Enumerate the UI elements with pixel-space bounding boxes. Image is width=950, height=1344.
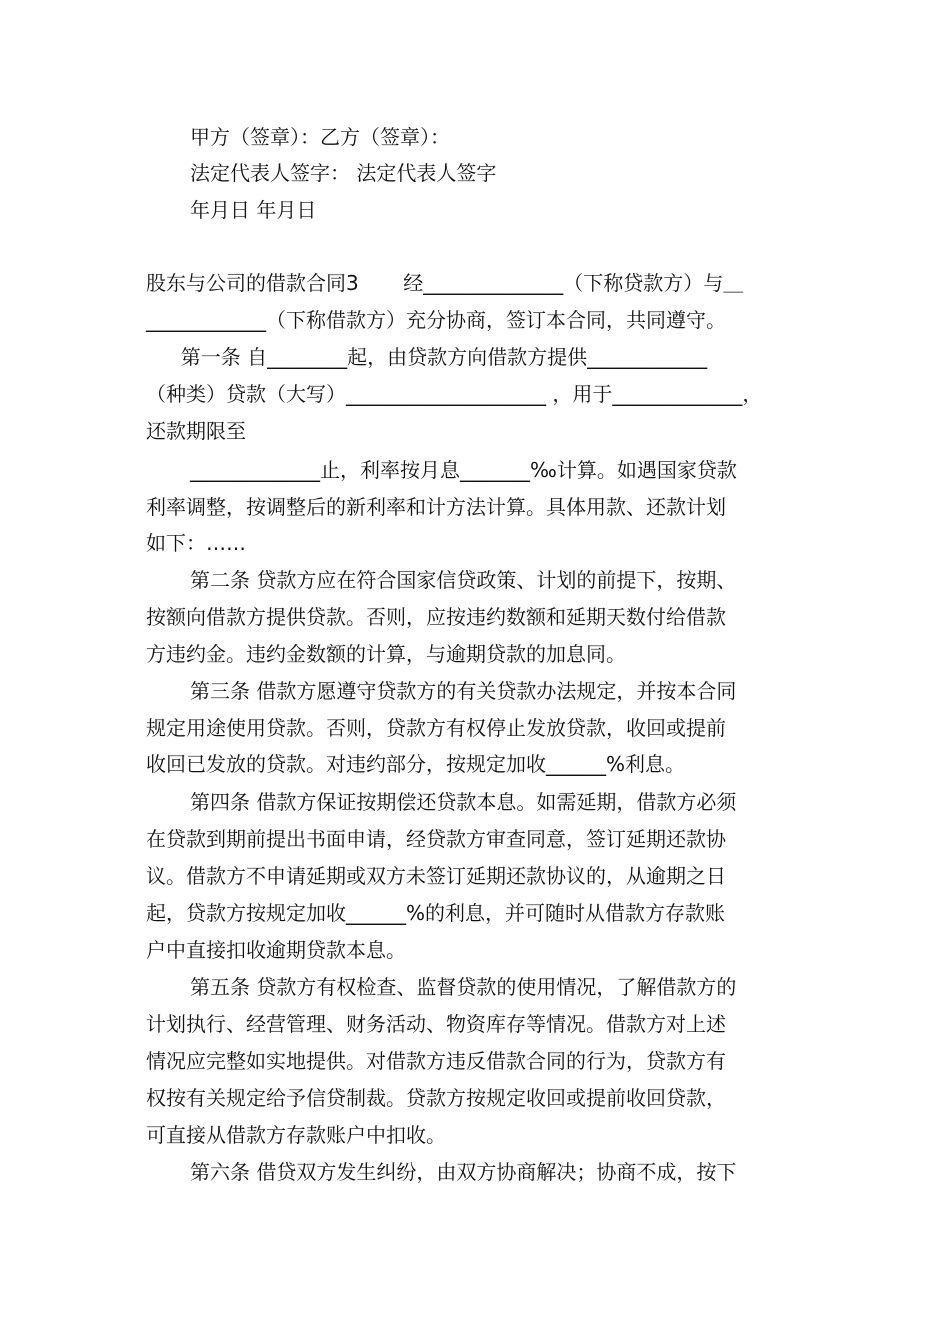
- article-5-line: 第五条 贷款方有权检查、监督贷款的使用情况，了解借款方的: [190, 975, 737, 999]
- contract-text-line: 规定用途使用贷款。否则，贷款方有权停止发放贷款，收回或提前: [146, 716, 726, 740]
- contract-text-line: 还款期限至: [146, 419, 246, 443]
- contract-text-line: 可直接从借款方存款账户中扣收。: [146, 1123, 446, 1147]
- legal-representative-line: 法定代表人签字： 法定代表人签字: [190, 161, 497, 185]
- contract-text-line: 利率调整，按调整后的新利率和计方法计算。具体用款、还款计划: [146, 495, 726, 519]
- contract-text-line: 按额向借款方提供贷款。否则，应按违约数额和延期天数付给借款: [146, 605, 726, 629]
- article-6-line: 第六条 借贷双方发生纠纷，由双方协商解决；协商不成，按下: [190, 1160, 737, 1184]
- date-line: 年月日 年月日: [190, 198, 317, 222]
- signature-parties-line: 甲方（签章）：乙方（签章）：: [190, 125, 450, 149]
- article-4-line: 第四条 借款方保证按期偿还贷款本息。如需延期，借款方必须: [190, 790, 737, 814]
- contract-text-line: 在贷款到期前提出书面申请，经贷款方审查同意，签订延期还款协: [146, 827, 726, 851]
- contract-text-line: 户中直接扣收逾期贷款本息。: [146, 938, 406, 962]
- contract-text-line: 收回已发放的贷款。对违约部分，按规定加收______%利息。: [146, 752, 686, 776]
- contract-text-line: 计划执行、经营管理、财务活动、物资库存等情况。借款方对上述: [146, 1012, 726, 1036]
- contract-title-line: 股东与公司的借款合同3 经______________（下称贷款方）与＿: [146, 271, 744, 295]
- article-3-line: 第三条 借款方愿遵守贷款方的有关贷款办法规定，并按本合同: [190, 679, 737, 703]
- contract-text-line: ____________（下称借款方）充分协商，签订本合同，共同遵守。: [146, 308, 726, 332]
- contract-text-line: 情况应完整如实地提供。对借款方违反借款合同的行为，贷款方有: [146, 1049, 726, 1073]
- contract-text-line: 议。借款方不申请延期或双方未签订延期还款协议的，从逾期之日: [146, 864, 726, 888]
- article-2-line: 第二条 贷款方应在符合国家信贷政策、计划的前提下，按期、: [190, 568, 737, 592]
- article-1-line: 第一条 自________起，由贷款方向借款方提供____________: [168, 345, 708, 369]
- contract-text-line: 如下：……: [146, 531, 246, 555]
- contract-text-line: _____________止，利率按月息_______‰计算。如遇国家贷款: [190, 458, 737, 482]
- contract-text-line: 权按有关规定给予信贷制裁。贷款方按规定收回或提前收回贷款，: [146, 1086, 726, 1110]
- contract-text-line: （种类）贷款（大写）____________________ ，用于_____________，: [146, 382, 763, 406]
- contract-text-line: 起，贷款方按规定加收______%的利息，并可随时从借款方存款账: [146, 901, 726, 925]
- contract-text-line: 方违约金。违约金数额的计算，与逾期贷款的加息同。: [146, 642, 626, 666]
